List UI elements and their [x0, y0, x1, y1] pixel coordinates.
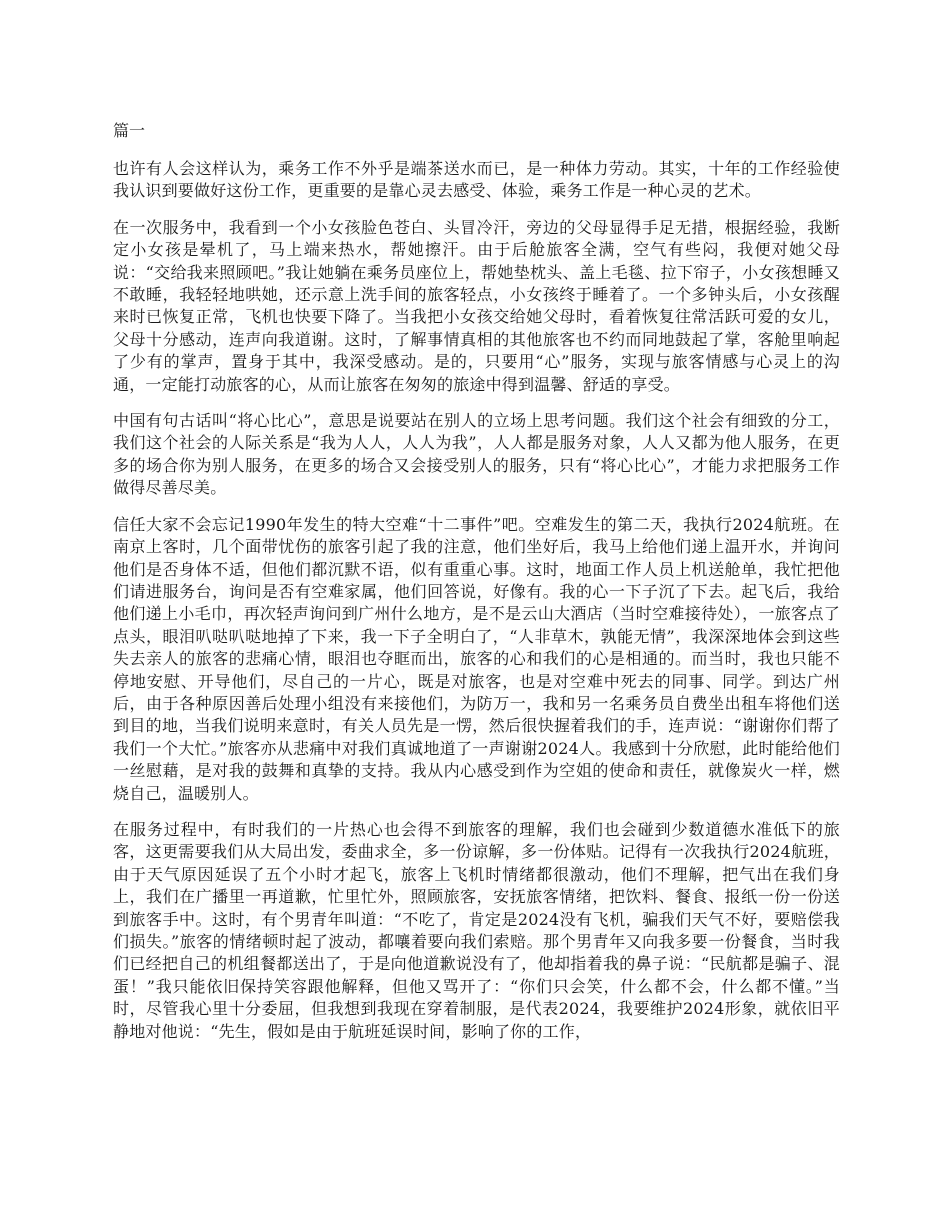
paragraph-sick-girl: 在一次服务中，我看到一个小女孩脸色苍白、头冒冷汗，旁边的父母显得手足无措，根据经验，我断定小女孩是晕机了，马上端来热水，帮她擦汗。由于后舱旅客全满，空气有些闷，我便对她父母说：“交给我来照顾吧。”我让她躺在乘务员座位上，帮她垫枕头、盖上毛毯、拉下帘子，小女孩想睡又不敢睡，我轻轻地哄她，还示意上洗手间的旅客轻点，小女孩终于睡着了。一个多钟头后，小女孩醒来时已恢复正常，飞机也快要下降了。当我把小女孩交给她父母时，看着恢复往常活跃可爱的女儿，父母十分感动，连声向我道谢。这时，了解事情真相的其他旅客也不约而同地鼓起了掌，客舱里响起了少有的掌声，置身于其中，我深受感动。是的，只要用“心”服务，实现与旅客情感与心灵上的沟通，一定能打动旅客的心，从而让旅客在匆匆的旅途中得到温馨、舒适的享受。 — [113, 217, 840, 394]
paragraph-delayed-flight: 在服务过程中，有时我们的一片热心也会得不到旅客的理解，我们也会碰到少数道德水准低下的旅客，这更需要我们从大局出发，委曲求全，多一份谅解，多一份体贴。记得有一次我执行2024航班，由于天气原因延误了五个小时才起飞，旅客上飞机时情绪都很激动，他们不理解，把气出在我们身上，我们在广播里一再道歉，忙里忙外，照顾旅客，安抚旅客情绪，把饮料、餐食、报纸一份一份送到旅客手中。这时，有个男青年叫道：“不吃了，肯定是2024没有飞机，骗我们天气不好，要赔偿我们损失。”旅客的情绪顿时起了波动，都嚷着要向我们索赔。那个男青年又向我多要一份餐食，当时我们已经把自己的机组餐都送出了，于是向他道歉说没有了，他却指着我的鼻子说：“民航都是骗子、混蛋！”我只能依旧保持笑容跟他解释，但他又骂开了：“你们只会笑，什么都不会，什么都不懂。”当时，尽管我心里十分委屈，但我想到我现在穿着制服，是代表2024，我要维护2024形象，就依旧平静地对他说：“先生，假如是由于航班延误时间，影响了你的工作， — [113, 819, 840, 1041]
section-heading: 篇一 — [113, 121, 146, 140]
paragraph-empathy: 中国有句古话叫“将心比心”，意思是说要站在别人的立场上思考问题。我们这个社会有细致的分工，我们这个社会的人际关系是“我为人人，人人为我”，人人都是服务对象，人人又都为他人服务，在更多的场合你为别人服务，在更多的场合又会接受别人的服务，只有“将心比心”，才能力求把服务工作做得尽善尽美。 — [113, 411, 840, 498]
document-page — [113, 120, 840, 1057]
paragraph-intro: 也许有人会这样认为，乘务工作不外乎是端茶送水而已，是一种体力劳动。其实，十年的工作经验使我认识到要做好这份工作，更重要的是靠心灵去感受、体验，乘务工作是一种心灵的艺术。 — [113, 159, 840, 201]
paragraph-air-disaster: 信任大家不会忘记1990年发生的特大空难“十二事件”吧。空难发生的第二天，我执行2024航班。在南京上客时，几个面带忧伤的旅客引起了我的注意，他们坐好后，我马上给他们递上温开水，并询问他们是否身体不适，但他们都沉默不语，似有重重心事。这时，地面工作人员上机送舱单，我忙把他们请进服务台，询问是否有空难家属，他们回答说，好像有。我的心一下子沉了下去。起飞后，我给他们递上小毛巾，再次轻声询问到广州什么地方，是不是云山大酒店（当时空难接待处），一旅客点了点头，眼泪叭哒叭哒地掉了下来，我一下子全明白了，“人非草木，孰能无情”，我深深地体会到这些失去亲人的旅客的悲痛心情，眼泪也夺眶而出，旅客的心和我们的心是相通的。而当时，我也只能不停地安慰、开导他们，尽自己的一片心，既是对旅客，也是对空难中死去的同事、同学。到达广州后，由于各种原因善后处理小组没有来接他们，为防万一，我和另一名乘务员自费坐出租车将他们送到目的地，当我们说明来意时，有关人员先是一愣，然后很快握着我们的手，连声说：“谢谢你们帮了我们一个大忙。”旅客亦从悲痛中对我们真诚地道了一声谢谢2024人。我感到十分欣慰，此时能给他们一丝慰藉，是对我的鼓舞和真挚的支持。我从内心感受到作为空姐的使命和责任，就像炭火一样，燃烧自己，温暖别人。 — [113, 514, 840, 803]
